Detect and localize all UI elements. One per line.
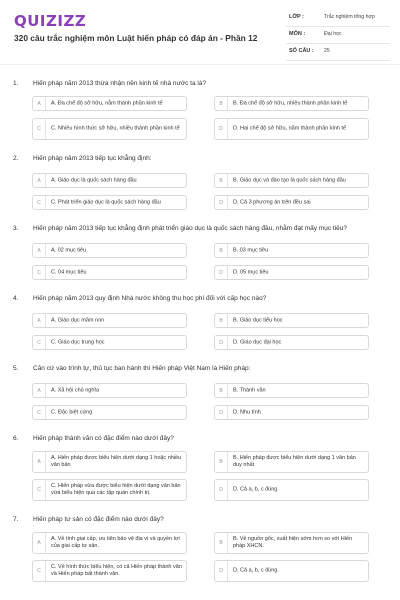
option-text: A. Xã hội chủ nghĩa: [51, 387, 100, 393]
option-c[interactable]: [32, 479, 187, 501]
option-text: A. Giáo dục mầm non: [51, 317, 105, 323]
option-d[interactable]: [214, 560, 369, 582]
option-letter: D: [215, 196, 228, 209]
option-text: C. Hiến pháp vừa được biểu hiện dưới dạng văn bản vừa biểu hiện qua các tập quán chính trị.: [51, 483, 181, 496]
option-c[interactable]: [32, 118, 187, 140]
question-number: 1.: [13, 80, 19, 87]
meta-value: Trắc nghiệm tổng hợp: [324, 14, 375, 20]
question-number: 2.: [13, 155, 19, 162]
meta-value: 25: [324, 48, 330, 54]
option-letter: D: [215, 406, 228, 419]
option-d[interactable]: [214, 118, 369, 140]
option-text: B. Thành văn: [233, 387, 266, 393]
option-text: A. 02 mục tiêu: [51, 247, 87, 253]
meta-row-subject: [286, 27, 390, 44]
option-letter: C: [33, 196, 46, 209]
option-text: C. 04 mục tiêu: [51, 269, 87, 275]
meta-value: Đại học: [324, 31, 342, 37]
option-a[interactable]: [32, 383, 187, 398]
option-text: B. 03 mục tiêu: [233, 247, 269, 253]
option-letter: A: [33, 452, 46, 472]
meta-key: MÔN :: [289, 31, 306, 37]
option-text: C. Nhiều hình thức sở hữu, nhiều thành phần kinh tế: [51, 125, 180, 132]
option-text: A. Về tính giai cấp, ưu tiên bảo vệ địa vị và quyền lợi của giai cấp tư sản.: [51, 536, 180, 549]
option-letter: A: [33, 174, 46, 187]
option-letter: B: [215, 244, 228, 257]
option-text: D. Hai chế độ sở hữu, năm thành phần kinh tế: [233, 125, 347, 132]
question-text: Hiến pháp thành văn có đặc điểm nào dưới đây?: [33, 435, 174, 442]
option-a[interactable]: [32, 532, 187, 554]
option-text: B. Giáo dục tiểu học: [233, 317, 283, 323]
option-b[interactable]: [214, 173, 369, 188]
option-text: D. 05 mục tiêu: [233, 269, 269, 275]
option-letter: C: [33, 119, 46, 139]
worksheet-header: [0, 0, 400, 62]
option-text: D. Cả a, b, c đúng.: [233, 567, 279, 574]
option-letter: A: [33, 533, 46, 553]
option-d[interactable]: [214, 195, 369, 210]
question-number: 4.: [13, 295, 19, 302]
option-letter: A: [33, 314, 46, 327]
option-b[interactable]: [214, 243, 369, 258]
option-text: A. Đa chế độ sở hữu, nằm thành phần kinh tế: [51, 100, 163, 106]
question-number: 7.: [13, 516, 19, 523]
question-text: Hiến pháp năm 2013 thừa nhận nền kinh tế nhà nước ta là?: [33, 80, 207, 87]
option-c[interactable]: [32, 265, 187, 280]
option-letter: B: [215, 97, 228, 110]
option-letter: A: [33, 384, 46, 397]
option-letter: A: [33, 97, 46, 110]
question-text: Hiến pháp tư sản có đặc điểm nào dưới đây?: [33, 516, 164, 523]
option-b[interactable]: [214, 383, 369, 398]
option-d[interactable]: [214, 405, 369, 420]
option-letter: B: [215, 452, 228, 472]
question-number: 5.: [13, 365, 19, 372]
option-text: D. Giáo dục đại học: [233, 339, 282, 345]
option-c[interactable]: [32, 560, 187, 582]
meta-row-class: [286, 10, 390, 27]
option-text: B. Giáo dục và đào tạo là quốc sách hàng đầu: [233, 177, 346, 183]
option-b[interactable]: [214, 313, 369, 328]
option-letter: A: [33, 244, 46, 257]
option-c[interactable]: [32, 335, 187, 350]
option-a[interactable]: [32, 451, 187, 473]
option-text: D. Nhu tính: [233, 409, 261, 415]
meta-table: [286, 10, 390, 61]
meta-key: SỐ CÂU :: [289, 48, 314, 54]
option-d[interactable]: [214, 479, 369, 501]
meta-key: LỚP :: [289, 14, 304, 20]
quizizz-logo: QUIZIZZ: [14, 12, 87, 30]
option-text: C. Về hình thức biểu hiện, có cả Hiến pháp thành văn và Hiến pháp bất thành văn.: [51, 564, 182, 577]
question-text: Hiến pháp năm 2013 tiếp tục khẳng định phát triển giáo dục là quốc sách hàng đầu, nhằm đạt mấy mục tiêu?: [33, 225, 348, 232]
option-text: B. Về nguồn gốc, xuất hiện sớm hơn so với Hiến pháp XHCN.: [233, 536, 353, 549]
option-letter: D: [215, 561, 228, 581]
option-d[interactable]: [214, 335, 369, 350]
option-a[interactable]: [32, 173, 187, 188]
option-text: B. Hiến pháp được biểu hiện dưới dạng 1 văn bản duy nhất: [233, 455, 356, 468]
option-c[interactable]: [32, 405, 187, 420]
option-letter: B: [215, 384, 228, 397]
header-divider: [0, 64, 400, 65]
option-text: A. Giáo dục là quốc sách hàng đầu: [51, 177, 137, 183]
option-d[interactable]: [214, 265, 369, 280]
option-letter: B: [215, 174, 228, 187]
meta-row-count: [286, 44, 390, 61]
option-a[interactable]: [32, 96, 187, 111]
option-b[interactable]: [214, 451, 369, 473]
question-text: Hiến pháp năm 2013 tiếp tục khẳng định:: [33, 155, 152, 162]
option-letter: C: [33, 336, 46, 349]
option-a[interactable]: [32, 313, 187, 328]
question-text: Căn cứ vào trình tự, thủ tục ban hành thì Hiến pháp Việt Nam là Hiến pháp:: [33, 365, 251, 372]
option-text: C. Phát triển giáo dục là quốc sách hàng đầu: [51, 199, 161, 205]
option-b[interactable]: [214, 532, 369, 554]
option-letter: D: [215, 336, 228, 349]
option-letter: B: [215, 533, 228, 553]
option-letter: B: [215, 314, 228, 327]
option-text: B. Đa chế độ sở hữu, nhiều thành phần kinh tế: [233, 100, 348, 106]
question-number: 6.: [13, 435, 19, 442]
option-letter: C: [33, 266, 46, 279]
question-number: 3.: [13, 225, 19, 232]
option-letter: C: [33, 480, 46, 500]
option-text: C. Đặc biệt cứng: [51, 409, 93, 415]
page-title: 320 câu trắc nghiệm môn Luật hiến pháp có đáp án - Phần 12: [14, 33, 258, 43]
option-text: D. Cả a, b, c đúng.: [233, 486, 279, 493]
option-letter: D: [215, 266, 228, 279]
option-text: C. Giáo dục trung học: [51, 339, 105, 345]
option-letter: C: [33, 406, 46, 419]
question-text: Hiến pháp năm 2013 quy định Nhà nước không thu học phí đối với cấp học nào?: [33, 295, 267, 302]
option-letter: D: [215, 119, 228, 139]
option-letter: C: [33, 561, 46, 581]
option-c[interactable]: [32, 195, 187, 210]
option-letter: D: [215, 480, 228, 500]
option-text: A. Hiến pháp được biểu hiện dưới dạng 1 hoặc nhiều văn bản: [51, 455, 182, 468]
option-text: D. Cả 3 phương án trên đều sai: [233, 199, 311, 205]
option-b[interactable]: [214, 96, 369, 111]
option-a[interactable]: [32, 243, 187, 258]
